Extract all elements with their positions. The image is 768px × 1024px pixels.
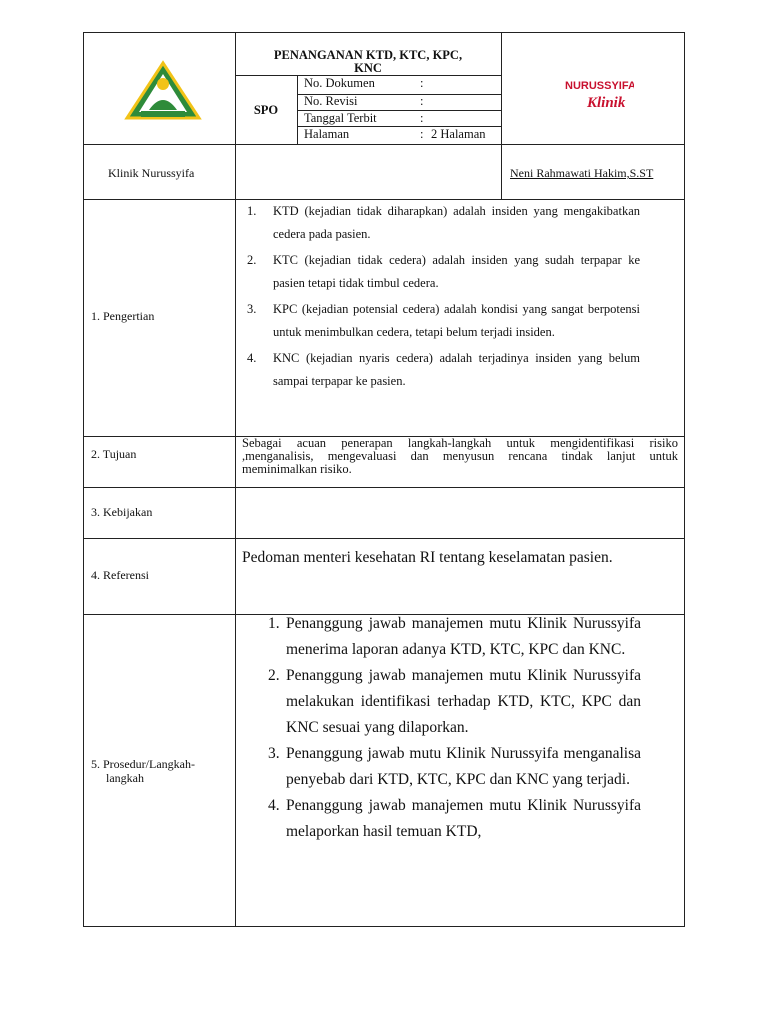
meta-colon: : [420,127,424,141]
meta-label: Tanggal Terbit [304,111,377,125]
list-item [247,298,640,344]
spo-label: SPO [253,103,279,117]
list-text: Penanggung jawab manajemen mutu Klinik Nurussyifa melaporkan hasil temuan KTD, [286,797,641,840]
list-item [242,611,641,663]
pengertian-list [247,199,640,393]
list-number: 3. [268,745,280,762]
list-text: KTC (kejadian tidak cedera) adalah insiden yang sudah terpapar ke pasien tetapi tidak timbul cedera. [273,253,640,290]
list-text: KNC (kejadian nyaris cedera) adalah terjadinya insiden yang belum sampai terpapar ke pasien. [273,351,640,388]
divider [297,75,298,144]
divider [235,33,236,926]
list-text: KPC (kejadian potensial cedera) adalah kondisi yang sangat berpotensi untuk menimbulkan cedera, tetapi belum terjadi insiden. [273,302,640,339]
divider [501,33,502,199]
list-number: 2. [268,667,280,684]
list-number: 4. [247,351,257,365]
list-number: 2. [247,253,257,267]
list-number: 1. [268,615,280,632]
divider [84,144,684,145]
meta-row-document-number [304,76,424,91]
tujuan-text: Sebagai acuan penerapan langkah-langkah untuk mengidentifikasi risiko ,menganalisis, mengevaluasi dan menyusun rencana tindak lanjut untuk meminimalkan risiko. [242,436,678,476]
title-line: KNC [354,61,382,75]
meta-colon: : [420,111,424,125]
label-line: langkah [106,771,144,785]
meta-label: No. Dokumen [304,76,375,90]
list-text: Penanggung jawab manajemen mutu Klinik Nurussyifa menerima laporan adanya KTD, KTC, KPC dan KNC. [286,615,641,658]
prosedur-list [242,611,641,845]
title-line: PENANGANAN KTD, KTC, KPC, [273,48,463,62]
referensi-text: Pedoman menteri kesehatan RI tentang keselamatan pasien. [242,549,613,566]
label-line: 5. Prosedur/Langkah- [91,757,195,771]
divider [84,538,684,539]
meta-colon: : [420,76,424,90]
section-label-referensi: 4. Referensi [91,568,149,582]
section-label-pengertian: 1. Pengertian [91,309,155,323]
list-number: 1. [247,204,257,218]
spo-document [83,32,685,927]
list-item [247,249,640,295]
meta-label: Halaman [304,127,350,141]
list-text: Penanggung jawab mutu Klinik Nurussyifa menganalisa penyebab dari KTD, KTC, KPC dan KNC yang terjadi. [286,745,641,788]
document-title [235,49,501,75]
list-number: 4. [268,797,280,814]
meta-value: 2 Halaman [431,127,486,141]
section-label-tujuan: 2. Tujuan [91,447,137,461]
meta-colon: : [420,94,424,108]
clinic-name: Klinik Nurussyifa [108,166,195,180]
list-text: KTD (kejadian tidak diharapkan) adalah insiden yang mengakibatkan cedera pada pasien. [273,204,640,241]
list-item [242,741,641,793]
list-text: Penanggung jawab manajemen mutu Klinik Nurussyifa melakukan identifikasi terhadap KTD, KTC, KPC dan KNC sesuai yang dilaporkan. [286,667,641,736]
meta-row-issue-date [304,111,424,126]
list-item [247,347,640,393]
list-item [242,663,641,741]
meta-row-page [304,127,486,142]
list-item [247,200,640,246]
divider [84,487,684,488]
meta-label: No. Revisi [304,94,358,108]
logo-text: Klinik [587,95,626,111]
nurussyifa-clinic-logo [539,63,634,119]
section-label-prosedur [91,757,195,785]
approver-name: Neni Rahmawati Hakim,S.ST [510,166,654,180]
list-number: 3. [247,302,257,316]
clinic-emblem-logo [124,60,202,122]
list-item [242,793,641,845]
meta-row-revision [304,94,424,109]
section-label-kebijakan: 3. Kebijakan [91,505,153,519]
logo-text: NURUSSYIFA [565,80,634,92]
